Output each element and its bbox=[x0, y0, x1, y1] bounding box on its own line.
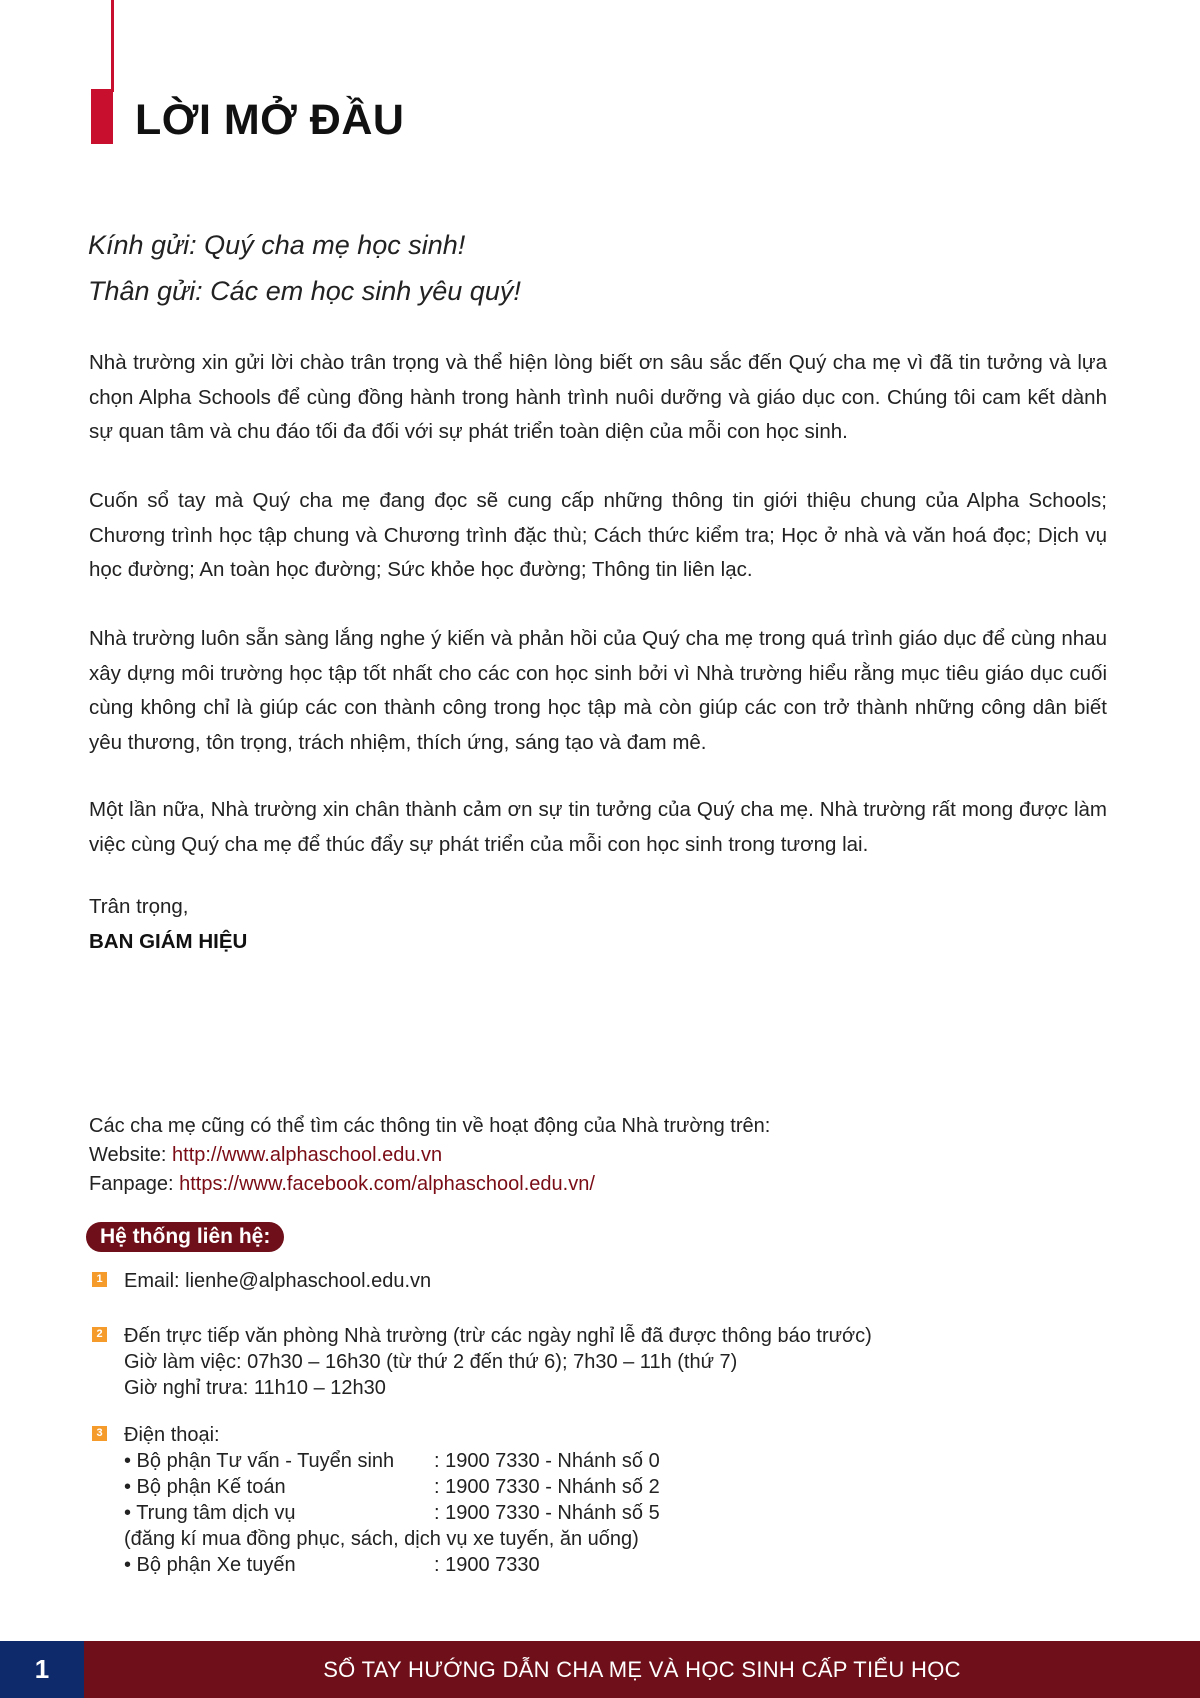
email-text: Email: lienhe@alphaschool.edu.vn bbox=[124, 1270, 432, 1292]
fanpage-label: Fanpage: bbox=[89, 1173, 174, 1195]
phone-number: : 1900 7330 - Nhánh số 5 bbox=[434, 1502, 660, 1524]
department-name: • Bộ phận Xe tuyến bbox=[124, 1554, 296, 1576]
department-name: • Bộ phận Tư vấn - Tuyển sinh bbox=[124, 1450, 395, 1472]
service-note: (đăng kí mua đồng phục, sách, dịch vụ xe tuyến, ăn uống) bbox=[124, 1528, 639, 1550]
phone-row bbox=[124, 1474, 660, 1500]
info-intro: Các cha mẹ cũng có thể tìm các thông tin về hoạt động của Nhà trường trên: bbox=[89, 1115, 771, 1137]
phone-label: Điện thoại: bbox=[124, 1424, 220, 1446]
lunch-break-text: Giờ nghỉ trưa: 11h10 – 12h30 bbox=[124, 1377, 386, 1399]
paragraph-3: Nhà trường luôn sẵn sàng lắng nghe ý kiến và phản hồi của Quý cha mẹ trong quá trình giáo dục để cùng nhau xây dựng môi trường học tập tốt nhất cho các con học sinh bởi vì Nhà trường hiểu rằng mục tiêu giáo dục cuối cùng không chỉ là giúp các con thành công trong học tập mà còn giúp các con trở thành những công dân biết yêu thương, tôn trọng, trách nhiệm, thích ứng, sáng tạo và đam mê. bbox=[89, 627, 1107, 754]
title-accent-bar bbox=[91, 89, 113, 144]
page-footer bbox=[0, 1641, 1200, 1698]
website-row bbox=[89, 1141, 770, 1170]
office-hours-text: Giờ làm việc: 07h30 – 16h30 (từ thứ 2 đến thứ 6); 7h30 – 11h (thứ 7) bbox=[124, 1351, 738, 1373]
info-links bbox=[89, 1112, 770, 1199]
website-label: Website: bbox=[89, 1144, 167, 1166]
phone-number: : 1900 7330 - Nhánh số 0 bbox=[434, 1450, 660, 1472]
contact-heading: Hệ thống liên hệ: bbox=[86, 1222, 284, 1252]
number-badge: 1 bbox=[92, 1272, 107, 1287]
paragraph-1: Nhà trường xin gửi lời chào trân trọng và thể hiện lòng biết ơn sâu sắc đến Quý cha mẹ vì đã tin tưởng và lựa chọn Alpha Schools để cùng đồng hành trong hành trình nuôi dưỡng và giáo dục con. Chúng tôi cam kết dành sự quan tâm và chu đáo tối đa đối với sự phát triển toàn diện của mỗi con học sinh. bbox=[89, 351, 1107, 443]
paragraph-4: Một lần nữa, Nhà trường xin chân thành cảm ơn sự tin tưởng của Quý cha mẹ. Nhà trường rất mong được làm việc cùng Quý cha mẹ để thúc đẩy sự phát triển của mỗi con học sinh trong tương lai. bbox=[89, 798, 1107, 856]
page-number: 1 bbox=[0, 1641, 84, 1698]
phone-number: : 1900 7330 - Nhánh số 2 bbox=[434, 1476, 660, 1498]
number-badge: 2 bbox=[92, 1327, 107, 1342]
page-title: LỜI MỞ ĐẦU bbox=[135, 96, 405, 144]
contact-office bbox=[92, 1323, 872, 1401]
footer-title: SỔ TAY HƯỚNG DẪN CHA MẸ VÀ HỌC SINH CẤP TIỂU HỌC bbox=[84, 1641, 1200, 1698]
signature: BAN GIÁM HIỆU bbox=[89, 930, 248, 953]
phone-row bbox=[124, 1448, 660, 1474]
greeting-parents: Kính gửi: Quý cha mẹ học sinh! bbox=[88, 230, 466, 260]
phone-row bbox=[124, 1500, 660, 1526]
website-link[interactable]: http://www.alphaschool.edu.vn bbox=[172, 1144, 443, 1166]
paragraph-2: Cuốn sổ tay mà Quý cha mẹ đang đọc sẽ cung cấp những thông tin giới thiệu chung của Alpha Schools; Chương trình học tập chung và Chương trình đặc thù; Cách thức kiểm tra; Học ở nhà và văn hoá đọc; Dịch vụ học đường; An toàn học đường; Sức khỏe học đường; Thông tin liên lạc. bbox=[89, 489, 1107, 581]
closing-text: Trân trọng, bbox=[89, 895, 189, 918]
office-visit-text: Đến trực tiếp văn phòng Nhà trường (trừ các ngày nghỉ lễ đã được thông báo trước) bbox=[124, 1325, 872, 1347]
contact-phone bbox=[92, 1422, 660, 1578]
decorative-top-line bbox=[111, 0, 114, 92]
fanpage-row bbox=[89, 1170, 770, 1199]
phone-number: : 1900 7330 bbox=[434, 1554, 540, 1576]
department-name: • Bộ phận Kế toán bbox=[124, 1476, 286, 1498]
greeting bbox=[88, 222, 521, 314]
phone-row bbox=[124, 1552, 660, 1578]
fanpage-link[interactable]: https://www.facebook.com/alphaschool.edu.vn/ bbox=[179, 1173, 595, 1195]
contact-email bbox=[92, 1268, 431, 1294]
greeting-students: Thân gửi: Các em học sinh yêu quý! bbox=[88, 276, 521, 306]
number-badge: 3 bbox=[92, 1426, 107, 1441]
department-name: • Trung tâm dịch vụ bbox=[124, 1502, 296, 1524]
